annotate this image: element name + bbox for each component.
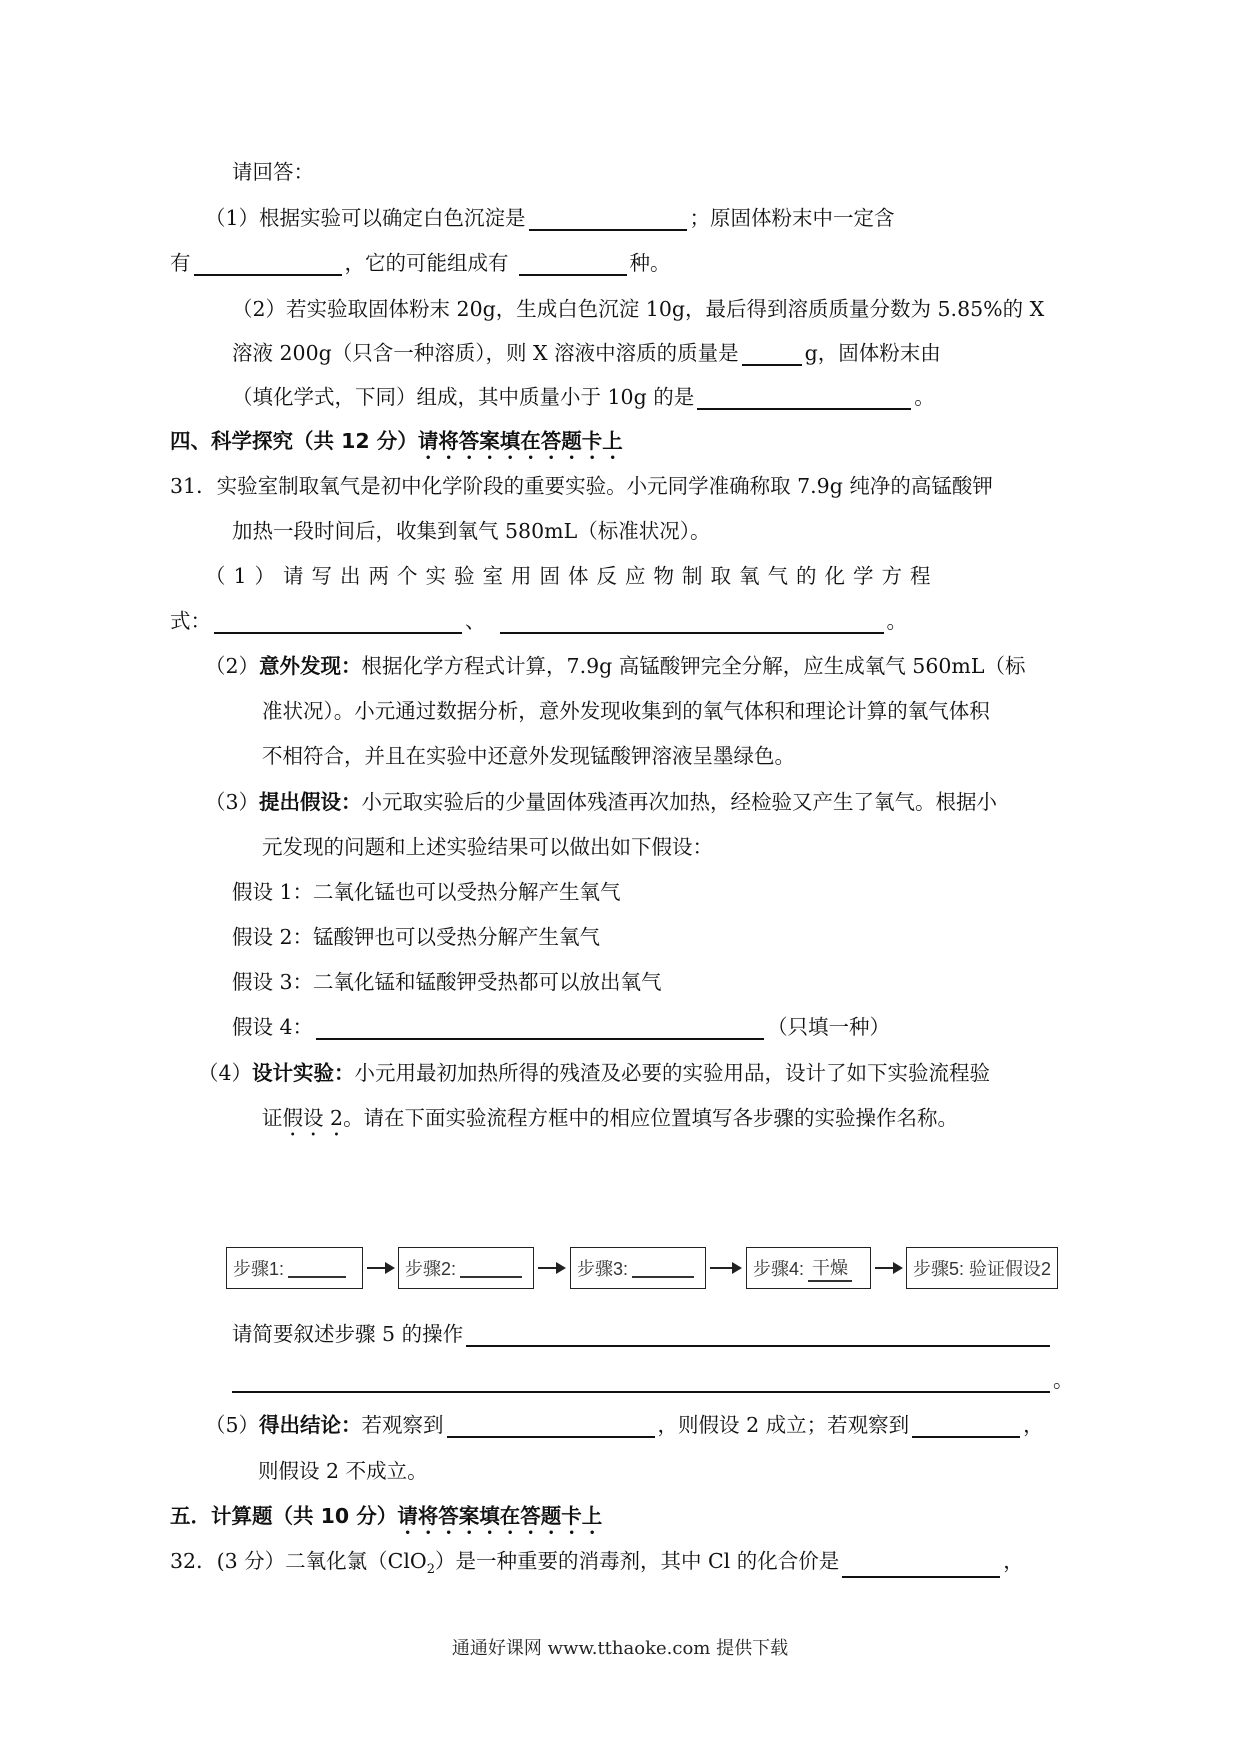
- flow-step-5-label: 步骤5: 验证假设2: [913, 1259, 1052, 1279]
- valence-blank[interactable]: [842, 1554, 1000, 1578]
- answer-blank[interactable]: [194, 252, 342, 276]
- q32-subscript: 2: [426, 1562, 435, 1578]
- hypothesis-4-label: 假设 4：: [232, 1015, 314, 1039]
- flow-step-1[interactable]: [226, 1247, 363, 1289]
- q31-5-line-2: 则假设 2 不成立。: [258, 1459, 428, 1483]
- q31-2-label: （2）: [205, 654, 260, 678]
- step5-answer-blank-1[interactable]: [466, 1323, 1050, 1347]
- q31-4-text: 小元用最初加热所得的残渣及必要的实验用品，设计了如下实验流程验: [354, 1061, 991, 1085]
- hypothesis-4-blank[interactable]: [316, 1016, 764, 1040]
- q31-4-line-1: [198, 1061, 990, 1086]
- flow-step-2-blank[interactable]: [460, 1258, 522, 1278]
- q31-1-line-1: （1）请写出两个实验室用固体反应物制取氧气的化学方程: [205, 564, 939, 588]
- flow-step-4-label: 步骤4:: [753, 1259, 805, 1279]
- q31-4-bold: 设计实验：: [252, 1061, 355, 1085]
- q31-5-text-a: 若观察到: [361, 1413, 444, 1437]
- flow-step-3-label: 步骤3:: [577, 1259, 629, 1279]
- step5-end: 。: [1053, 1368, 1074, 1392]
- page-footer: 通通好课网 www.tthaoke.com 提供下载: [451, 1638, 789, 1659]
- arrow-right-icon: [367, 1267, 393, 1269]
- q2-text-b: 溶液 200g（只含一种溶质），则 X 溶液中溶质的质量是: [232, 341, 739, 365]
- answer-blank[interactable]: [697, 386, 911, 410]
- step5-answer-blank-2[interactable]: [232, 1369, 1050, 1393]
- q31-4-line-2: [262, 1106, 958, 1141]
- conclusion-blank-2[interactable]: [912, 1414, 1020, 1438]
- q2-text-d: （填化学式，下同）组成，其中质量小于 10g 的是: [232, 385, 695, 409]
- q32-text-a: 32．(3 分）二氧化氯（ClO: [170, 1549, 427, 1573]
- q32-text-c: ，: [1003, 1549, 1024, 1573]
- q31-1-text-c: 、: [465, 609, 486, 633]
- q31-3-label: （3）: [205, 790, 260, 814]
- q31-5-bold: 得出结论：: [259, 1413, 362, 1437]
- q1-text-b: ；原固体粉末中一定含: [689, 206, 895, 230]
- hypothesis-1: 假设 1：二氧化锰也可以受热分解产生氧气: [232, 880, 621, 904]
- section-5-heading: [170, 1504, 602, 1539]
- q31-3-line-1: [205, 790, 997, 815]
- q31-line-1: 31．实验室制取氧气是初中化学阶段的重要实验。小元同学准确称取 7.9g 纯净的高锰酸钾: [170, 474, 993, 498]
- q31-5-text-c: ，: [1023, 1413, 1044, 1437]
- q31-1-line-2: [170, 609, 907, 634]
- hypothesis-3: 假设 3：二氧化锰和锰酸钾受热都可以放出氧气: [232, 970, 662, 994]
- arrow-right-icon: [710, 1267, 740, 1269]
- q31-4-text-b1: 证: [262, 1106, 283, 1130]
- q1-text-d: ，它的可能组成有: [344, 251, 509, 275]
- step5-answer-line-2: [232, 1368, 1074, 1393]
- q31-3-text: 小元取实验后的少量固体残渣再次加热，经检验又产生了氧气。根据小: [361, 790, 998, 814]
- flow-step-5[interactable]: [906, 1247, 1058, 1289]
- q1-text-c: 有: [170, 251, 191, 275]
- q31-2-line-3: 不相符合，并且在实验中还意外发现锰酸钾溶液呈墨绿色。: [262, 744, 795, 768]
- flow-step-3-blank[interactable]: [632, 1258, 694, 1278]
- q1-text-a: （1）根据实验可以确定白色沉淀是: [205, 206, 526, 230]
- q1-text-e: 种。: [629, 251, 671, 275]
- conclusion-blank-1[interactable]: [447, 1414, 655, 1438]
- q31-5-line-1: [205, 1413, 1044, 1438]
- q31-5-label: （5）: [205, 1413, 260, 1437]
- flow-step-4-fill: 干燥: [808, 1254, 852, 1282]
- hypothesis-2: 假设 2：锰酸钾也可以受热分解产生氧气: [232, 925, 601, 949]
- q2-line-1: （2）若实验取固体粉末 20g，生成白色沉淀 10g，最后得到溶质质量分数为 5.85%的 X: [232, 297, 1045, 321]
- q31-4-text-b3: 。请在下面实验流程方框中的相应位置填写各步骤的实验操作名称。: [343, 1106, 959, 1130]
- flow-step-3[interactable]: [570, 1247, 706, 1289]
- answer-blank[interactable]: [519, 252, 627, 276]
- q1-line-1: [205, 206, 943, 231]
- q31-1-text-d: 。: [886, 609, 907, 633]
- intro-line: 请回答：: [232, 160, 314, 184]
- q31-3-bold: 提出假设：: [259, 790, 362, 814]
- q1-line-2: [170, 251, 671, 276]
- equation-blank-1[interactable]: [214, 610, 462, 634]
- q2-text-c: g，固体粉末由: [804, 341, 941, 365]
- section-4-note: 请将答案填在答题卡上: [417, 429, 623, 453]
- q31-2-line-1: [205, 654, 1025, 679]
- q31-5-text-b: ，则假设 2 成立；若观察到: [657, 1413, 910, 1437]
- equation-blank-2[interactable]: [500, 610, 884, 634]
- step5-prompt: 请简要叙述步骤 5 的操作: [232, 1322, 464, 1346]
- q31-2-bold: 意外发现：: [259, 654, 362, 678]
- q31-1-text-b: 式：: [170, 609, 211, 633]
- hypothesis-4: [232, 1015, 890, 1040]
- q2-line-3: [232, 385, 935, 410]
- q32-line-1: [170, 1549, 1024, 1578]
- section-4-title: 四、科学探究（共 12 分）: [170, 429, 418, 453]
- q31-4-emphasis: 假设 2: [282, 1106, 344, 1130]
- answer-blank[interactable]: [742, 342, 802, 366]
- q31-line-2: 加热一段时间后，收集到氧气 580mL（标准状况）。: [232, 519, 711, 543]
- flow-step-2-label: 步骤2:: [405, 1259, 457, 1279]
- answer-blank[interactable]: [529, 207, 687, 231]
- q31-4-label: （4）: [198, 1061, 253, 1085]
- step5-prompt-line: [232, 1322, 1053, 1347]
- flow-step-2[interactable]: [398, 1247, 534, 1289]
- q31-2-line-2: 准状况）。小元通过数据分析，意外发现收集到的氧气体积和理论计算的氧气体积: [262, 699, 990, 723]
- arrow-right-icon: [875, 1267, 901, 1269]
- section-4-heading: [170, 429, 623, 464]
- q32-text-b: ）是一种重要的消毒剂，其中 Cl 的化合价是: [434, 1549, 840, 1573]
- section-5-note: 请将答案填在答题卡上: [397, 1504, 603, 1528]
- flow-step-1-label: 步骤1:: [233, 1259, 285, 1279]
- hypothesis-4-note: （只填一种）: [767, 1015, 891, 1039]
- q2-text-e: 。: [914, 385, 935, 409]
- flow-step-4[interactable]: [746, 1247, 871, 1289]
- q2-line-2: [232, 341, 941, 366]
- section-5-title: 五．计算题（共 10 分）: [170, 1504, 398, 1528]
- flow-step-1-blank[interactable]: [288, 1258, 346, 1278]
- q31-3-line-2: 元发现的问题和上述实验结果可以做出如下假设：: [262, 835, 713, 859]
- arrow-right-icon: [538, 1267, 564, 1269]
- q31-2-text: 根据化学方程式计算，7.9g 高锰酸钾完全分解，应生成氧气 560mL（标: [361, 654, 1026, 678]
